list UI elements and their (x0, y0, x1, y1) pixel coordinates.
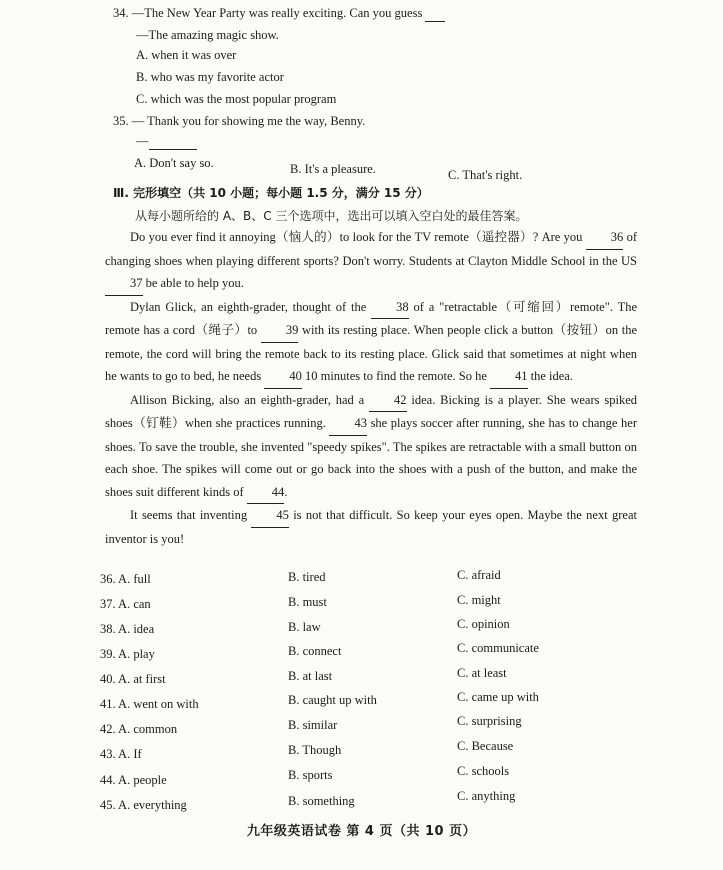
blank-40: 40 (264, 365, 302, 389)
blank-41: 41 (490, 365, 528, 389)
choice-40-a: 40. A. at first (100, 672, 166, 686)
choice-39-a: 39. A. play (100, 647, 155, 661)
section-heading: Ⅲ. 完形填空（共 10 小题；每小题 1.5 分，满分 15 分） (113, 186, 429, 200)
choice-36-a: 36. A. full (100, 572, 151, 586)
choice-37-c: C. might (457, 593, 501, 607)
blank-37: 37 (105, 272, 143, 296)
choice-42-a: 42. A. common (100, 722, 178, 736)
page-footer: 九年级英语试卷 第 4 页（共 10 页） (246, 824, 477, 839)
choice-43-b: B. Though (288, 743, 342, 757)
cloze-passage (105, 226, 637, 550)
question-34-reply: —The amazing magic show. (136, 28, 279, 42)
blank-42: 42 (369, 389, 407, 413)
choice-39-c: C. communicate (457, 641, 539, 655)
choice-41-b: B. caught up with (288, 693, 377, 707)
choice-39-b: B. connect (288, 644, 342, 658)
answer-blank (425, 6, 445, 22)
passage-paragraph-1: Do you ever find it annoying（恼人的）to look for the TV remote（遥控器）? Are you 36 of changing shoes when playing different sports? Don't worry. Students at Clayton Middle School in the US 37 be able to help you. (105, 226, 637, 296)
choice-44-c: C. schools (457, 764, 510, 778)
passage-paragraph-2: Dylan Glick, an eighth-grader, thought of the 38 of a "retractable（可缩回）remote". The remote has a cord（绳子）to 39 with its resting place. When people click a button（按钮）on the remote, the cord will bring the remote back to its resting place. Glick said that sometimes at night when he wants to go to bed, he needs 40 10 minutes to find the remote. So he 41 the idea. (105, 296, 637, 389)
choice-45-b: B. something (288, 794, 355, 808)
question-35-reply (136, 134, 197, 150)
question-35-option-b: B. It's a pleasure. (290, 162, 376, 176)
choice-40-b: B. at last (288, 669, 333, 683)
section-instruction: 从每小题所给的 A、B、C 三个选项中，选出可以填入空白处的最佳答案。 (135, 209, 528, 223)
answer-blank (149, 134, 197, 150)
question-35 (113, 114, 365, 129)
question-text: —The New Year Party was really exciting. Can you guess (131, 6, 423, 20)
question-number: 35. (113, 114, 129, 128)
question-35-option-c: C. That's right. (448, 168, 523, 182)
blank-38: 38 (371, 296, 409, 320)
choice-36-c: C. afraid (457, 568, 501, 582)
passage-paragraph-4: It seems that inventing 45 is not that difficult. So keep your eyes open. Maybe the next great inventor is you! (105, 504, 637, 550)
passage-paragraph-3: Allison Bicking, also an eighth-grader, had a 42 idea. Bicking is a player. She wears spiked shoes（钉鞋）when she practices running. 43 she plays soccer after running, she has to change her shoes. To save the trouble, she invented "speedy spikes". The spikes are retractable with a small button on each shoe. The spikes will come out or go back into the shoes with a push of the button, and make the shoes suit different kinds of 44. (105, 389, 637, 505)
choice-40-c: C. at least (457, 666, 507, 680)
blank-45: 45 (251, 504, 289, 528)
choice-42-b: B. similar (288, 718, 338, 732)
choice-38-c: C. opinion (457, 617, 510, 631)
blank-44: 44 (247, 481, 285, 505)
question-34 (113, 6, 445, 22)
blank-39: 39 (261, 319, 299, 343)
choice-42-c: C. surprising (457, 714, 522, 728)
blank-36: 36 (586, 226, 624, 250)
choice-38-a: 38. A. idea (100, 622, 155, 636)
question-34-option-b: B. who was my favorite actor (136, 70, 284, 84)
choice-45-a: 45. A. everything (100, 798, 187, 812)
choice-37-b: B. must (288, 595, 327, 609)
question-34-option-a: A. when it was over (136, 48, 237, 62)
choice-44-a: 44. A. people (100, 773, 167, 787)
question-35-option-a: A. Don't say so. (134, 156, 214, 170)
choice-41-a: 41. A. went on with (100, 697, 199, 711)
question-number: 34. (113, 6, 129, 20)
choice-38-b: B. law (288, 620, 321, 634)
choice-45-c: C. anything (457, 789, 516, 803)
question-34-option-c: C. which was the most popular program (136, 92, 337, 106)
question-text: — Thank you for showing me the way, Benny. (131, 114, 366, 128)
choice-44-b: B. sports (288, 768, 333, 782)
choice-43-a: 43. A. If (100, 747, 142, 761)
blank-43: 43 (329, 412, 367, 436)
choice-37-a: 37. A. can (100, 597, 151, 611)
choice-43-c: C. Because (457, 739, 514, 753)
choice-41-c: C. came up with (457, 690, 539, 704)
choice-36-b: B. tired (288, 570, 326, 584)
reply-dash: — (136, 134, 149, 148)
